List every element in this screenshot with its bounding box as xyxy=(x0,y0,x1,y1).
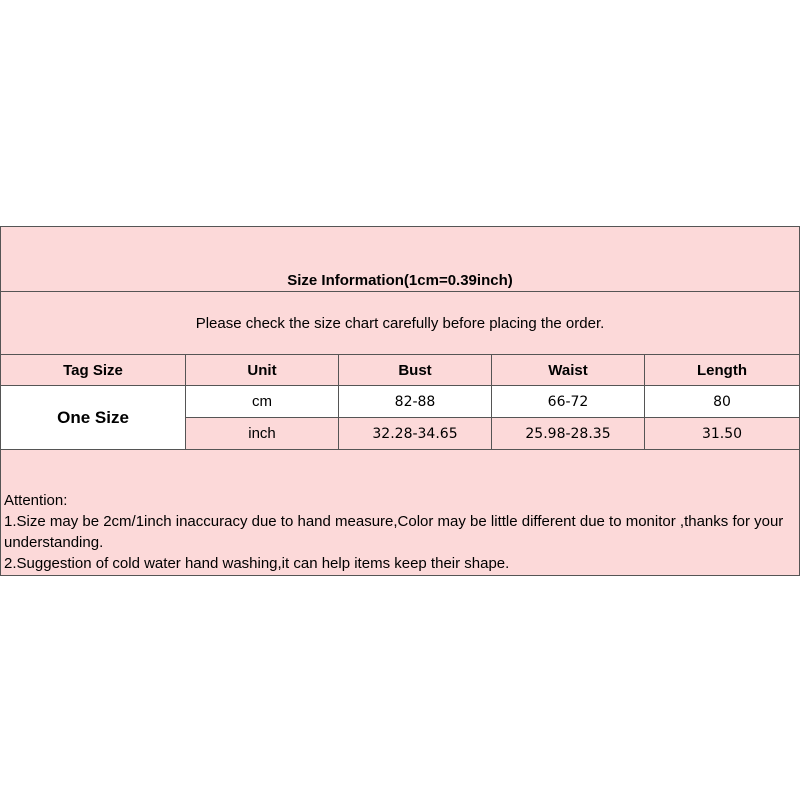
bust-cell: 82-88 xyxy=(339,386,492,418)
waist-cell: 25.98-28.35 xyxy=(492,418,645,450)
header-length: Length xyxy=(645,355,800,386)
length-cell: 31.50 xyxy=(645,418,800,450)
attention-notes xyxy=(1,450,800,576)
bust-cell: 32.28-34.65 xyxy=(339,418,492,450)
attention-heading: Attention: xyxy=(4,492,68,509)
unit-cell: inch xyxy=(186,418,339,450)
header-unit: Unit xyxy=(186,355,339,386)
chart-title: Size Information(1cm=0.39inch) xyxy=(1,227,800,292)
chart-subtitle: Please check the size chart carefully before placing the order. xyxy=(1,292,800,355)
tag-size-value: One Size xyxy=(1,386,186,450)
header-waist: Waist xyxy=(492,355,645,386)
header-tag-size: Tag Size xyxy=(1,355,186,386)
waist-cell: 66-72 xyxy=(492,386,645,418)
size-table xyxy=(0,226,800,576)
length-cell: 80 xyxy=(645,386,800,418)
table-row xyxy=(1,386,800,418)
size-chart xyxy=(0,226,799,576)
header-bust: Bust xyxy=(339,355,492,386)
unit-cell: cm xyxy=(186,386,339,418)
note-line-1: 1.Size may be 2cm/1inch inaccuracy due to hand measure,Color may be little different due to monitor ,thanks for your understanding. xyxy=(4,513,784,551)
note-line-2: 2.Suggestion of cold water hand washing,it can help items keep their shape. xyxy=(4,555,510,572)
